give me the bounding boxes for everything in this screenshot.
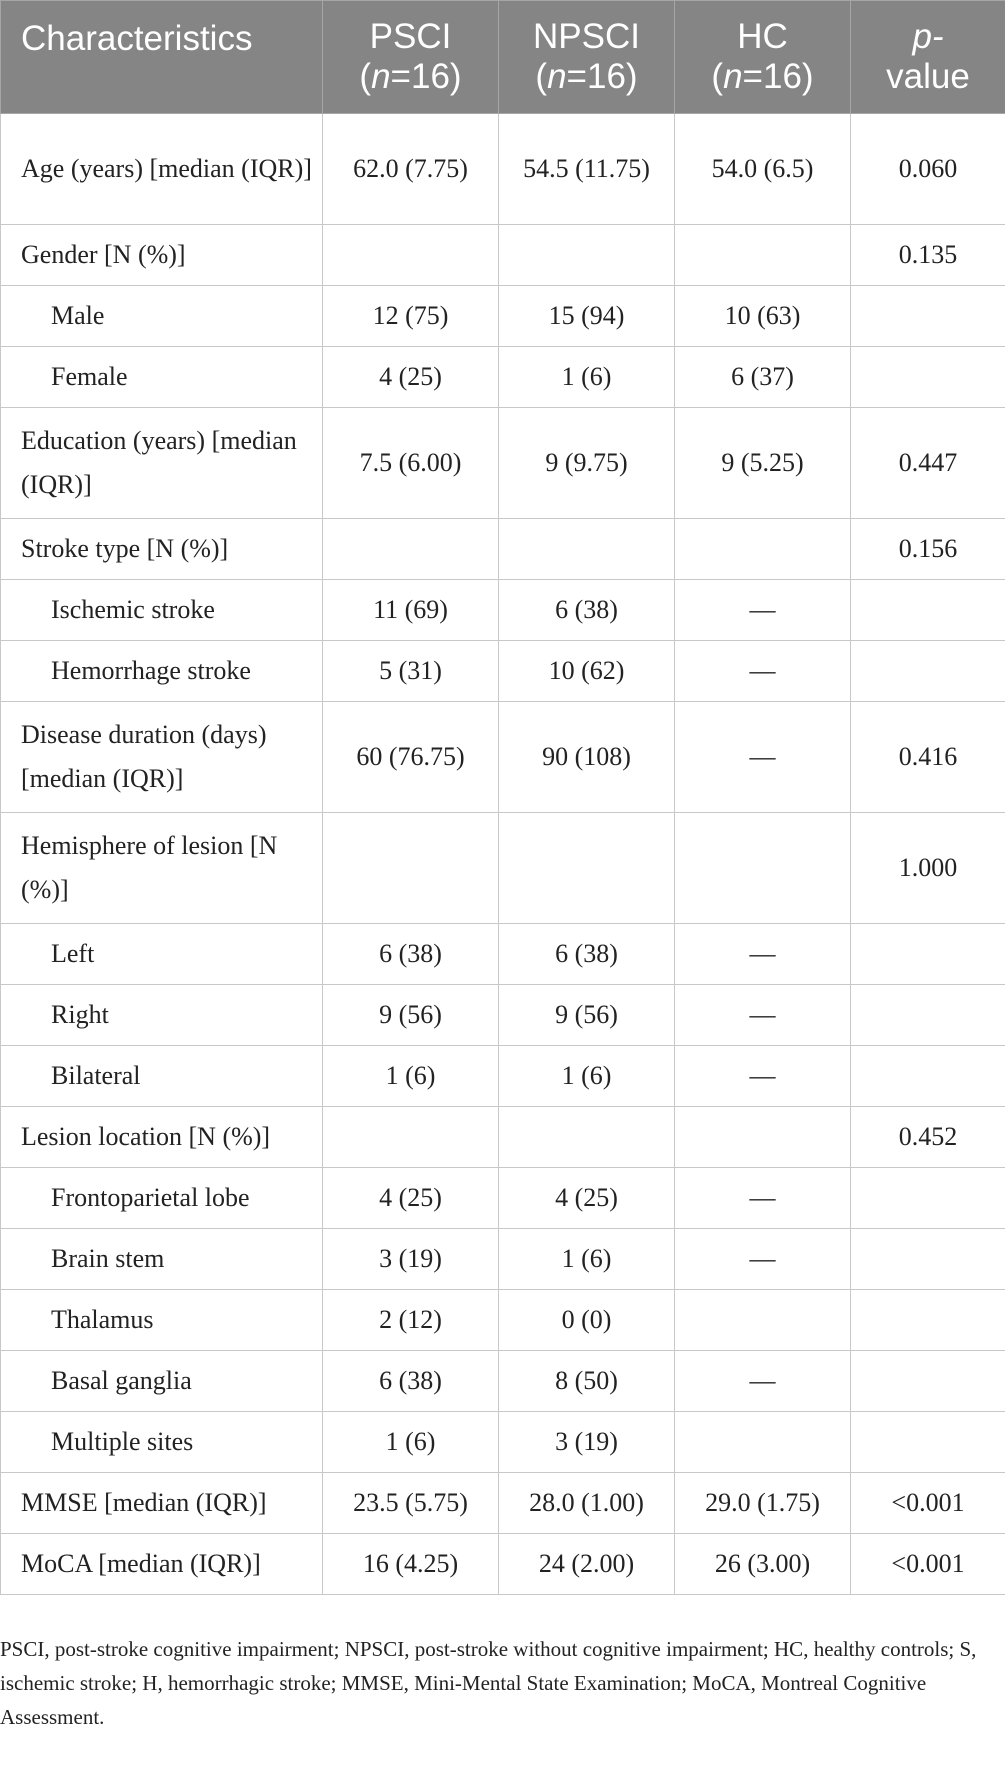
- cell-p-value: <0.001: [851, 1534, 1005, 1595]
- cell-hc: [675, 1412, 851, 1473]
- cell-hc: —: [675, 702, 851, 813]
- cell-p-value: [851, 1290, 1005, 1351]
- cell-p-value: 0.447: [851, 408, 1005, 519]
- cell-p-value: [851, 1168, 1005, 1229]
- cell-p-value: [851, 924, 1005, 985]
- cell-psci: 9 (56): [323, 985, 499, 1046]
- cell-npsci: [499, 225, 675, 286]
- row-label: Ischemic stroke: [1, 580, 323, 641]
- cell-hc: —: [675, 985, 851, 1046]
- table-row: [1, 225, 1005, 286]
- cell-npsci: 90 (108): [499, 702, 675, 813]
- cell-psci: 2 (12): [323, 1290, 499, 1351]
- cell-hc: [675, 1107, 851, 1168]
- row-label: Basal ganglia: [1, 1351, 323, 1412]
- cell-npsci: 6 (38): [499, 924, 675, 985]
- cell-hc: [675, 813, 851, 924]
- header-hc: HC (n=16): [675, 1, 851, 114]
- header-psci: PSCI (n=16): [323, 1, 499, 114]
- table-row: [1, 813, 1005, 924]
- row-label: Left: [1, 924, 323, 985]
- cell-hc: 10 (63): [675, 286, 851, 347]
- cell-p-value: 0.060: [851, 114, 1005, 225]
- cell-hc: [675, 225, 851, 286]
- cell-npsci: 24 (2.00): [499, 1534, 675, 1595]
- cell-npsci: 15 (94): [499, 286, 675, 347]
- cell-hc: —: [675, 1351, 851, 1412]
- table-body: [1, 114, 1005, 1595]
- table-row: [1, 347, 1005, 408]
- cell-npsci: 1 (6): [499, 1046, 675, 1107]
- table-row: [1, 985, 1005, 1046]
- row-label: Lesion location [N (%)]: [1, 1107, 323, 1168]
- cell-hc: —: [675, 580, 851, 641]
- cell-psci: 23.5 (5.75): [323, 1473, 499, 1534]
- table-row: [1, 924, 1005, 985]
- cell-hc: 29.0 (1.75): [675, 1473, 851, 1534]
- table-row: [1, 1229, 1005, 1290]
- cell-hc: —: [675, 1046, 851, 1107]
- cell-psci: [323, 813, 499, 924]
- cell-npsci: 4 (25): [499, 1168, 675, 1229]
- table-row: [1, 286, 1005, 347]
- cell-psci: 1 (6): [323, 1046, 499, 1107]
- cell-npsci: 3 (19): [499, 1412, 675, 1473]
- table-row: [1, 1351, 1005, 1412]
- table-header: [1, 1, 1005, 114]
- cell-hc: [675, 519, 851, 580]
- cell-npsci: 9 (9.75): [499, 408, 675, 519]
- cell-hc: —: [675, 924, 851, 985]
- cell-p-value: 0.135: [851, 225, 1005, 286]
- cell-psci: 62.0 (7.75): [323, 114, 499, 225]
- cell-psci: 60 (76.75): [323, 702, 499, 813]
- cell-npsci: [499, 519, 675, 580]
- cell-npsci: [499, 813, 675, 924]
- row-label: Multiple sites: [1, 1412, 323, 1473]
- header-row: [1, 1, 1005, 114]
- table-row: [1, 1168, 1005, 1229]
- table-row: [1, 702, 1005, 813]
- table-row: [1, 1412, 1005, 1473]
- cell-hc: [675, 1290, 851, 1351]
- row-label: Bilateral: [1, 1046, 323, 1107]
- cell-p-value: [851, 1229, 1005, 1290]
- cell-p-value: [851, 1351, 1005, 1412]
- table-row: [1, 519, 1005, 580]
- table-footnote: PSCI, post-stroke cognitive impairment; NPSCI, post-stroke without cognitive impairment; HC, healthy controls; S, ischemic stroke; H, hemorrhagic stroke; MMSE, Mini-Mental State Examination; MoCA, Montreal Cognitive Assessment.: [0, 1637, 977, 1729]
- cell-npsci: 10 (62): [499, 641, 675, 702]
- cell-psci: 5 (31): [323, 641, 499, 702]
- cell-p-value: [851, 1046, 1005, 1107]
- cell-p-value: [851, 580, 1005, 641]
- table-row: [1, 1107, 1005, 1168]
- table-row: [1, 641, 1005, 702]
- cell-p-value: [851, 985, 1005, 1046]
- row-label: Thalamus: [1, 1290, 323, 1351]
- cell-p-value: [851, 347, 1005, 408]
- cell-psci: 1 (6): [323, 1412, 499, 1473]
- cell-npsci: 1 (6): [499, 1229, 675, 1290]
- cell-psci: 4 (25): [323, 1168, 499, 1229]
- cell-psci: 16 (4.25): [323, 1534, 499, 1595]
- table-row: [1, 408, 1005, 519]
- table-row: [1, 1290, 1005, 1351]
- cell-hc: 26 (3.00): [675, 1534, 851, 1595]
- header-npsci: NPSCI (n=16): [499, 1, 675, 114]
- cell-psci: 7.5 (6.00): [323, 408, 499, 519]
- row-label: Female: [1, 347, 323, 408]
- cell-psci: 6 (38): [323, 924, 499, 985]
- cell-psci: 6 (38): [323, 1351, 499, 1412]
- cell-p-value: 0.452: [851, 1107, 1005, 1168]
- cell-hc: —: [675, 1229, 851, 1290]
- cell-hc: 9 (5.25): [675, 408, 851, 519]
- row-label: Gender [N (%)]: [1, 225, 323, 286]
- cell-p-value: 0.416: [851, 702, 1005, 813]
- cell-p-value: 1.000: [851, 813, 1005, 924]
- row-label: Right: [1, 985, 323, 1046]
- row-label: Male: [1, 286, 323, 347]
- row-label: MoCA [median (IQR)]: [1, 1534, 323, 1595]
- cell-psci: 3 (19): [323, 1229, 499, 1290]
- cell-hc: 54.0 (6.5): [675, 114, 851, 225]
- cell-npsci: 6 (38): [499, 580, 675, 641]
- table-row: [1, 1046, 1005, 1107]
- cell-psci: [323, 519, 499, 580]
- cell-psci: [323, 225, 499, 286]
- cell-npsci: 1 (6): [499, 347, 675, 408]
- row-label: Hemisphere of lesion [N (%)]: [1, 813, 323, 924]
- row-label: Hemorrhage stroke: [1, 641, 323, 702]
- row-label: Age (years) [median (IQR)]: [1, 114, 323, 225]
- row-label: Stroke type [N (%)]: [1, 519, 323, 580]
- cell-hc: —: [675, 1168, 851, 1229]
- cell-p-value: [851, 641, 1005, 702]
- cell-npsci: [499, 1107, 675, 1168]
- cell-hc: 6 (37): [675, 347, 851, 408]
- cell-p-value: 0.156: [851, 519, 1005, 580]
- header-characteristics: Characteristics: [1, 1, 323, 114]
- table-row: [1, 580, 1005, 641]
- cell-p-value: [851, 286, 1005, 347]
- row-label: Education (years) [median (IQR)]: [1, 408, 323, 519]
- table-row: [1, 114, 1005, 225]
- header-p-value: p- value: [851, 1, 1005, 114]
- row-label: Frontoparietal lobe: [1, 1168, 323, 1229]
- row-label: MMSE [median (IQR)]: [1, 1473, 323, 1534]
- row-label: Brain stem: [1, 1229, 323, 1290]
- row-label: Disease duration (days) [median (IQR)]: [1, 702, 323, 813]
- cell-npsci: 0 (0): [499, 1290, 675, 1351]
- cell-npsci: 9 (56): [499, 985, 675, 1046]
- cell-psci: 12 (75): [323, 286, 499, 347]
- table-row: [1, 1534, 1005, 1595]
- cell-p-value: [851, 1412, 1005, 1473]
- cell-npsci: 8 (50): [499, 1351, 675, 1412]
- cell-psci: [323, 1107, 499, 1168]
- cell-psci: 11 (69): [323, 580, 499, 641]
- cell-hc: —: [675, 641, 851, 702]
- cell-npsci: 54.5 (11.75): [499, 114, 675, 225]
- cell-p-value: <0.001: [851, 1473, 1005, 1534]
- cell-psci: 4 (25): [323, 347, 499, 408]
- table-row: [1, 1473, 1005, 1534]
- cell-npsci: 28.0 (1.00): [499, 1473, 675, 1534]
